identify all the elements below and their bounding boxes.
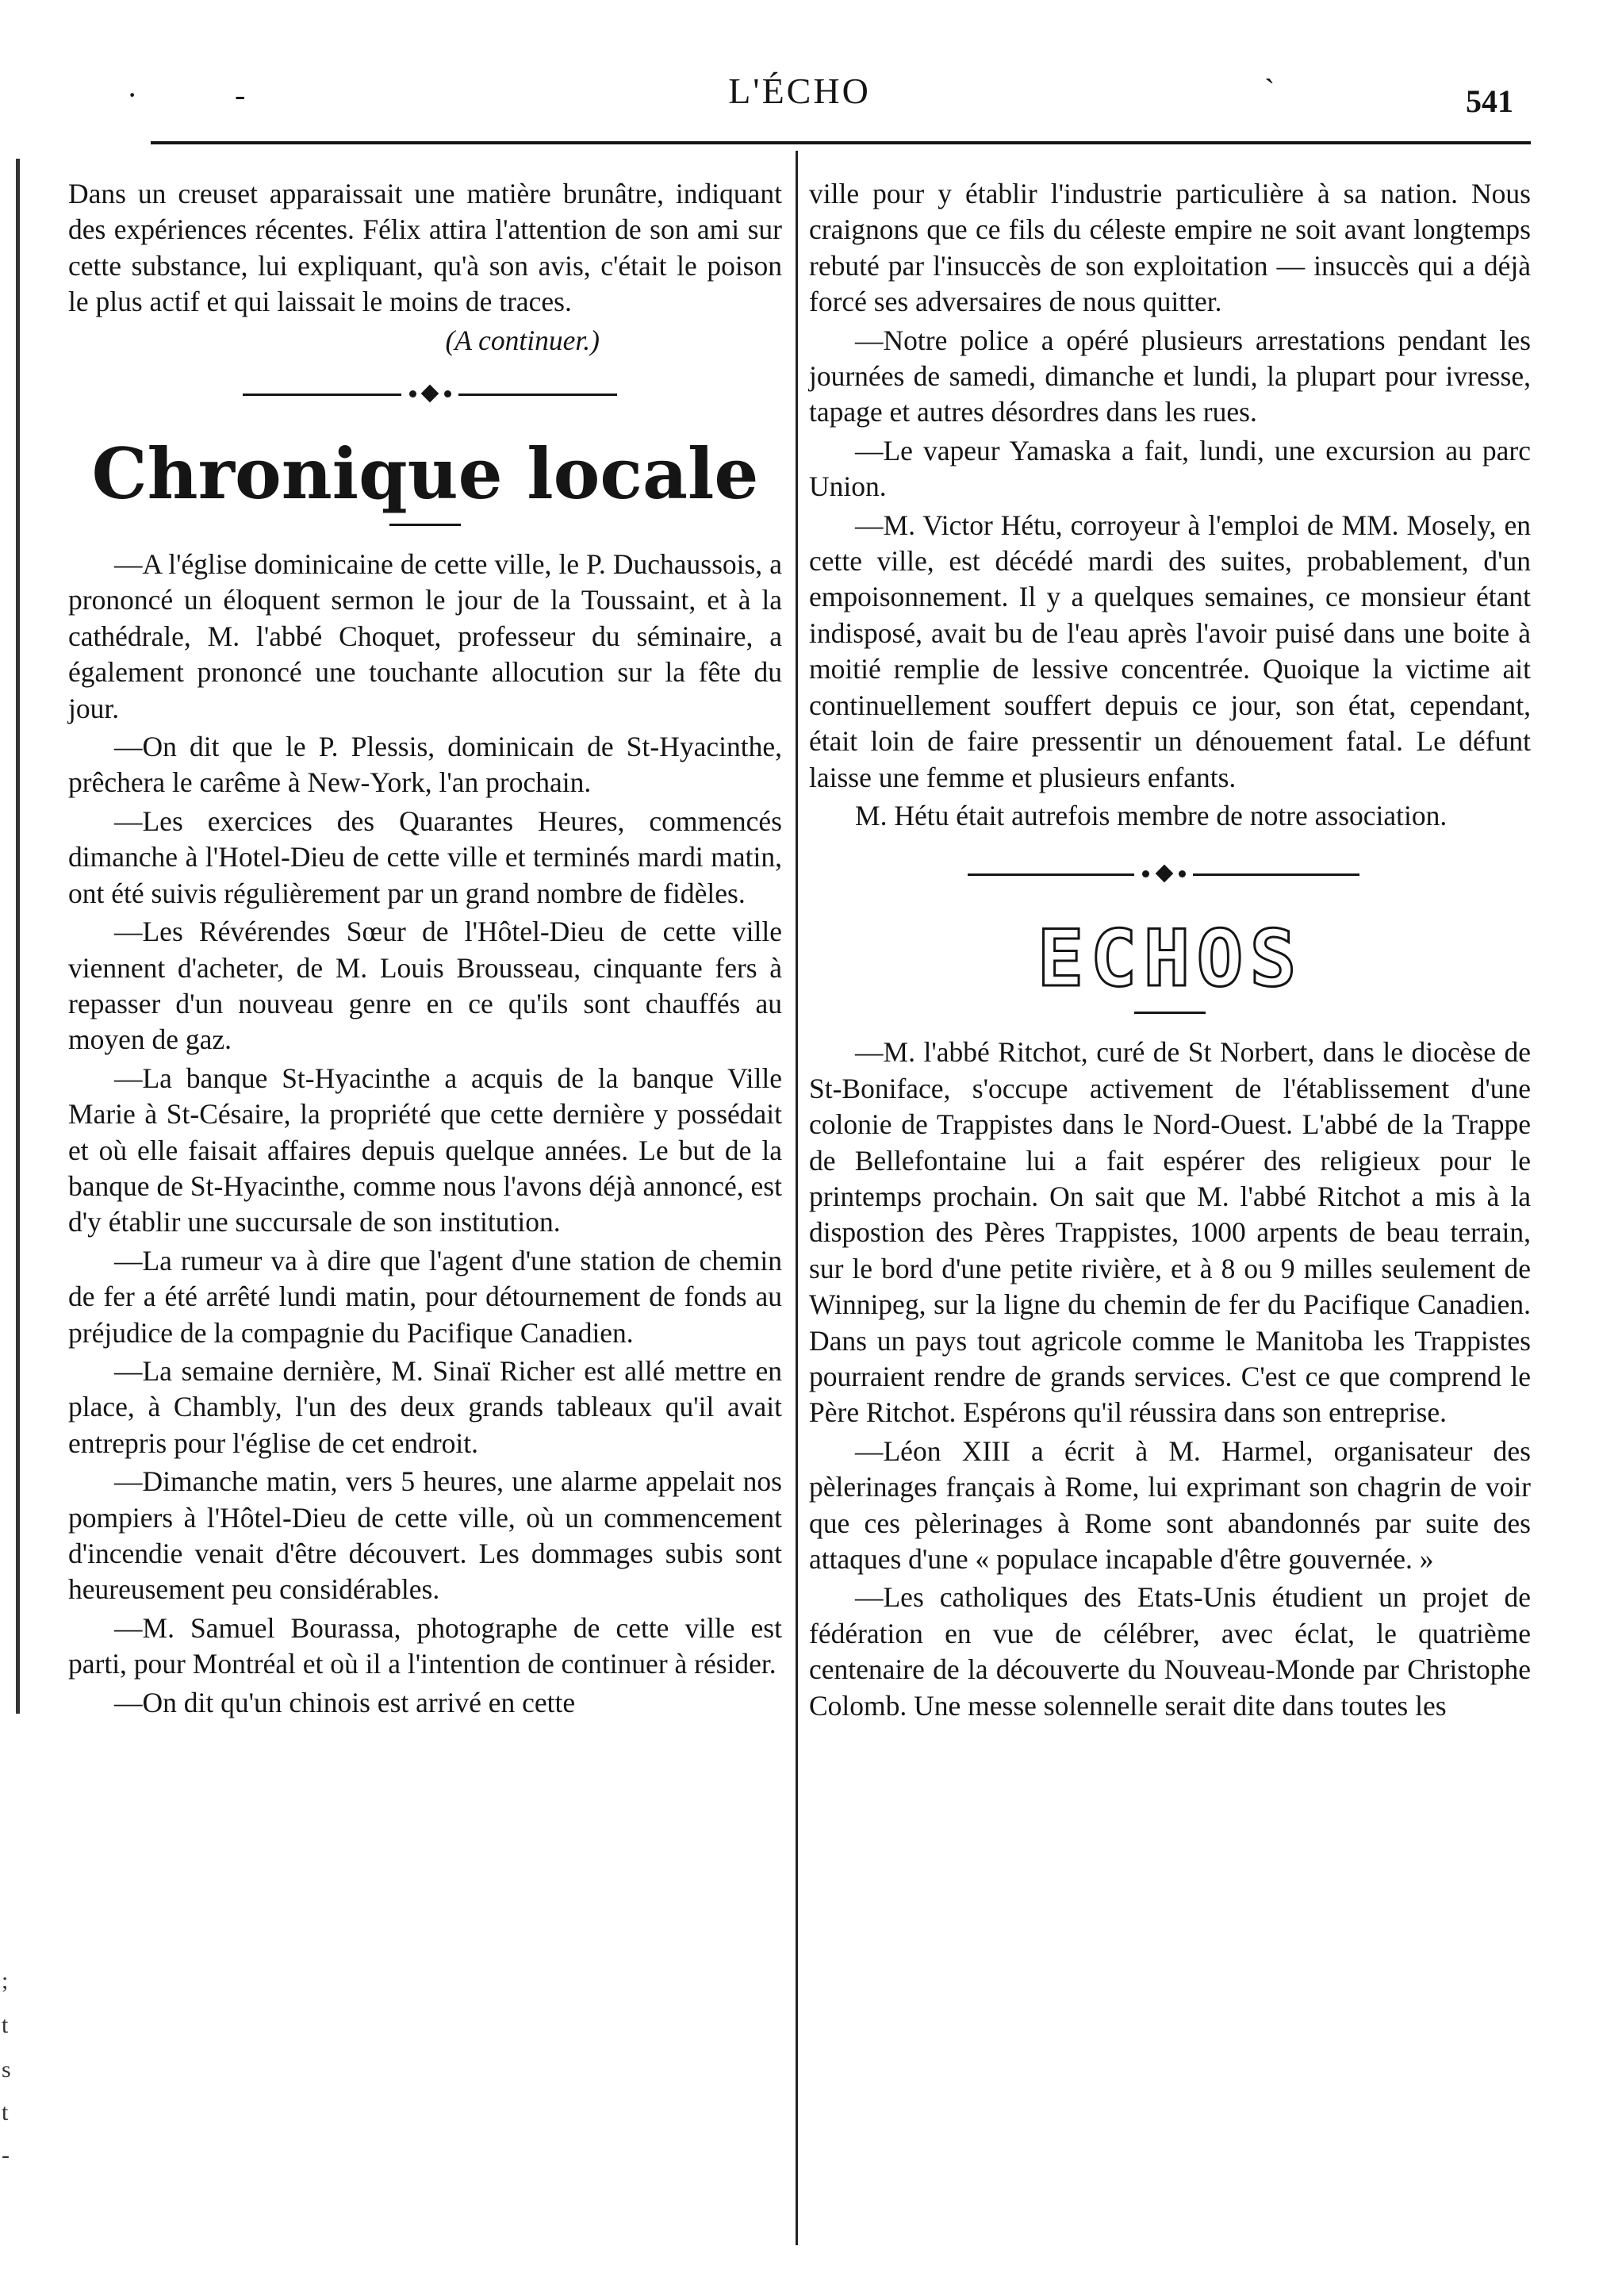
news-item-continued: ville pour y établir l'industrie particulière à sa nation. Nous craignons que ce fils du céleste empire ne soit avant longtemps rebuté par l'insuccès de son exploitation — insuccès qui a déjà forcé ses adversaires de nous quitter. — [809, 178, 1531, 318]
margin-fragment: t — [2, 2099, 9, 2125]
section-title-chronique: Chronique locale — [91, 432, 759, 516]
news-item: —La semaine dernière, M. Sinaï Richer est allé mettre en place, à Chambly, l'un des deux grands tableaux qu'il avait entrepris pour l'église de cet endroit. — [68, 1354, 782, 1459]
news-item: —On dit qu'un chinois est arrivé en cette — [114, 1686, 576, 1718]
margin-fragment: ; — [2, 1968, 9, 1994]
margin-edge-rule — [16, 159, 20, 1714]
right-column — [809, 176, 1531, 1724]
article-continuation-text: Dans un creuset apparaissait une matière brunâtre, indiquant des expériences récentes. Félix attira l'attention de son ami sur cette substance, lui expliquant, qu'à son avis, c'était le poison le plus actif et qui laissait le moins de traces. — [68, 178, 782, 318]
title-underline — [1134, 1012, 1206, 1014]
header-dot-mark: ` — [1264, 72, 1275, 108]
page-header-title: L'ÉCHO — [728, 71, 871, 111]
page-number: 541 — [1466, 83, 1513, 119]
news-item: —Notre police a opéré plusieurs arrestations pendant les journées de samedi, dimanche et lundi, la plupart pour ivresse, tapage et autres désordres dans les rues. — [809, 324, 1531, 428]
news-item: —Les exercices des Quarantes Heures, commencés dimanche à l'Hotel-Dieu de cette ville et terminés mardi matin, ont été suivis régulièrement par un grand nombre de fidèles. — [68, 804, 782, 909]
left-column — [68, 176, 782, 1721]
news-item: —On dit que le P. Plessis, dominicain de St-Hyacinthe, prêchera le carême à New-York, l'an prochain. — [68, 731, 782, 799]
margin-fragment: - — [2, 2142, 10, 2168]
news-item: —A l'église dominicaine de cette ville, le P. Duchaussois, a prononcé un éloquent sermon le jour de la Toussaint, et à la cathédrale, M. l'abbé Choquet, professeur du séminaire, a également prononcé une touchante allocution sur la fête du jour. — [68, 548, 782, 724]
margin-fragment: t — [2, 2012, 9, 2038]
news-item: —Le vapeur Yamaska a fait, lundi, une excursion au parc Union. — [809, 434, 1531, 503]
news-item: M. Hétu était autrefois membre de notre association. — [855, 799, 1448, 831]
news-item: —M. Samuel Bourassa, photographe de cette ville est parti, pour Montréal et où il a l'intention de continuer à résider. — [68, 1611, 782, 1680]
news-item: —La rumeur va à dire que l'agent d'une station de chemin de fer a été arrêté lundi matin, pour détournement de fonds au préjudice de la compagnie du Pacifique Canadien. — [68, 1244, 782, 1349]
header-dot-mark: - — [235, 77, 246, 113]
news-item: —Dimanche matin, vers 5 heures, une alarme appelait nos pompiers à l'Hôtel-Dieu de cette ville, où un commencement d'incendie venait d'être découvert. Les dommages subis sont heureusement peu considérables. — [68, 1465, 782, 1606]
continued-note: (A continuer.) — [445, 324, 600, 356]
margin-fragment: s — [2, 2056, 11, 2083]
news-item: —La banque St-Hyacinthe a acquis de la banque Ville Marie à St-Césaire, la propriété que cette dernière y possédait et où elle faisait affaires depuis quelque années. Le but de la banque de St-Hyacinthe, comme nous l'avons déjà annoncé, est d'y établir une succursale de son institution. — [68, 1062, 782, 1238]
news-item: —M. Victor Hétu, corroyeur à l'emploi de MM. Mosely, en cette ville, est décédé mardi des suites, probablement, d'un empoisonnement. Il y a quelques semaines, ce monsieur étant indisposé, avait bu de l'eau après l'avoir puisé dans une boite à moitié remplie de lessive concentrée. Quoique la victime ait continuellement souffert depuis ce jour, son état, cependant, était loin de faire pressentir un dénouement fatal. Le défunt laisse une femme et plusieurs enfants. — [809, 509, 1531, 793]
section-title-echos: ECHOS — [1037, 914, 1303, 1005]
section-ornament — [68, 359, 782, 430]
title-underline — [389, 524, 461, 526]
header-dot-mark: · — [127, 77, 138, 113]
news-item: —M. l'abbé Ritchot, curé de St Norbert, dans le diocèse de St-Boniface, s'occupe activement de l'établissement d'une colonie de Trappistes dans le Nord-Ouest. L'abbé de la Trappe de Bellefontaine lui a fait espérer des religieux pour le printemps prochain. On sait que M. l'abbé Ritchot a mis à la dispostion des Pères Trappistes, 1000 arpents de beau terrain, sur le bord d'une petite rivière, et à 8 ou 9 milles seulement de Winnipeg, sur la ligne du chemin de fer du Pacifique Canadien. Dans un pays tout agricole comme le Manitoba les Trappistes pourraient rendre de grands services. C'est ce que comprend le Père Ritchot. Espérons qu'il réussira dans son entreprise. — [809, 1036, 1531, 1429]
section-ornament — [809, 834, 1531, 913]
news-item: —Les catholiques des Etats-Unis étudient un projet de fédération en vue de célébrer, avec éclat, le quatrième centenaire de la découverte du Nouveau-Monde par Christophe Colomb. Une messe solennelle serait dite dans toutes les — [809, 1581, 1531, 1722]
news-item: —Léon XIII a écrit à M. Harmel, organisateur des pèlerinages français à Rome, lui exprimant son chagrin de voir que ces pèlerinages à Rome sont abandonnés par suite des attaques d'une « populace incapable d'être gouvernée. » — [809, 1434, 1531, 1575]
header-rule — [151, 141, 1531, 144]
column-divider — [796, 151, 798, 2245]
news-item: —Les Révérendes Sœur de l'Hôtel-Dieu de cette ville viennent d'acheter, de M. Louis Brousseau, cinquante fers à repasser d'un nouveau genre en ce qu'ils sont chauffés au moyen de gaz. — [68, 916, 782, 1056]
